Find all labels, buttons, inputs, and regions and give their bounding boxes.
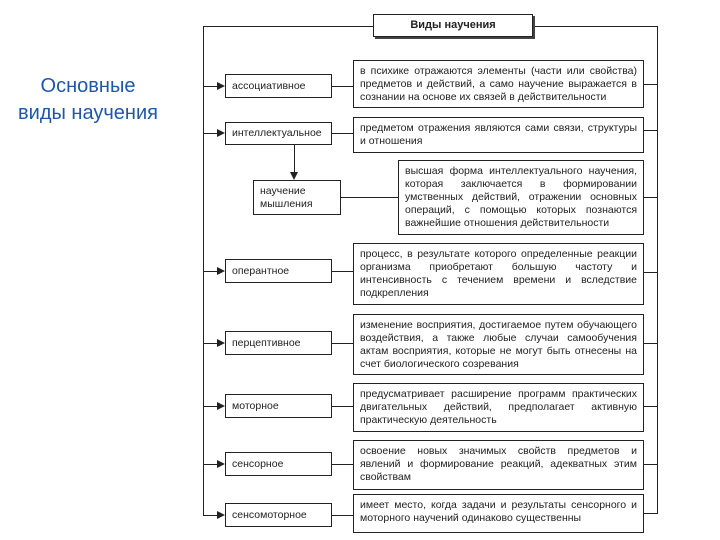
slide-title: Основные виды научения xyxy=(18,75,158,124)
type-box-perceptive: перцептивное xyxy=(225,331,332,355)
h-connector xyxy=(332,515,353,516)
h-connector xyxy=(341,197,398,198)
h-connector xyxy=(203,343,217,344)
h-connector xyxy=(332,464,353,465)
arrow-right-icon xyxy=(217,511,225,519)
v-connector xyxy=(294,145,295,172)
h-connector xyxy=(332,406,353,407)
right-bus-line xyxy=(657,26,658,514)
h-connector xyxy=(332,86,353,87)
h-connector xyxy=(332,343,353,344)
arrow-right-icon xyxy=(217,402,225,410)
h-connector xyxy=(203,406,217,407)
type-box-sensomotor: сенсомоторное xyxy=(225,503,332,527)
type-box-intellectual: интеллектуальное xyxy=(225,122,332,145)
desc-box-thinking: высшая форма интеллектуального научения, которая заключается в формировании умственных действий, отражении основных операций, с помощью которых познаются важнейшие отношения действительности xyxy=(398,160,644,235)
h-connector xyxy=(644,130,657,131)
arrow-right-icon xyxy=(217,460,225,468)
desc-box-sensory: освоение новых значимых свойств предметов и явлений и формирование реакций, адекватных этим свойствам xyxy=(353,440,644,490)
desc-box-motor: предусматривает расширение программ практических двигательных действий, предполагает активную практическую деятельность xyxy=(353,383,644,432)
arrow-right-icon xyxy=(217,267,225,275)
h-connector xyxy=(332,271,353,272)
top-left-connector xyxy=(203,26,373,27)
h-connector xyxy=(644,343,657,344)
type-box-operant: оперантное xyxy=(225,259,332,283)
h-connector xyxy=(203,133,217,134)
h-connector xyxy=(203,464,217,465)
h-connector xyxy=(203,271,217,272)
arrow-right-icon xyxy=(217,82,225,90)
h-connector xyxy=(644,84,657,85)
desc-box-perceptive: изменение восприятия, достигаемое путем обучающего воздействия, а также любые случаи самообучения актам восприятия, которые не могут быть отнесены на счет биологического созревания xyxy=(353,314,644,375)
h-connector xyxy=(644,406,657,407)
desc-box-operant: процесс, в результате которого определенные реакции организма приобретают большую частоту и интенсивность с течением времени и вследствие подкрепления xyxy=(353,243,644,305)
desc-box-associative: в психике отражаются элементы (части или свойства) предметов и действий, а само научение выражается в сознании на основе их связей в действительности xyxy=(353,60,644,108)
type-box-thinking: научение мышления xyxy=(253,180,341,215)
top-right-connector xyxy=(533,26,657,27)
desc-box-sensomotor: имеет место, когда задачи и результаты сенсорного и моторного научений одинаково существенны xyxy=(353,494,644,533)
h-connector xyxy=(644,513,657,514)
arrow-right-icon xyxy=(217,339,225,347)
type-box-associative: ассоциативное xyxy=(225,74,332,98)
desc-box-intellectual: предметом отражения являются сами связи, структуры и отношения xyxy=(353,117,644,153)
h-connector xyxy=(203,515,217,516)
arrow-right-icon xyxy=(217,129,225,137)
h-connector xyxy=(332,133,353,134)
type-box-motor: моторное xyxy=(225,394,332,418)
diagram-title-box: Виды научения xyxy=(373,14,533,37)
h-connector xyxy=(644,272,657,273)
h-connector xyxy=(203,86,217,87)
h-connector xyxy=(644,197,657,198)
arrow-down-icon xyxy=(290,172,298,180)
type-box-sensory: сенсорное xyxy=(225,452,332,476)
h-connector xyxy=(644,464,657,465)
